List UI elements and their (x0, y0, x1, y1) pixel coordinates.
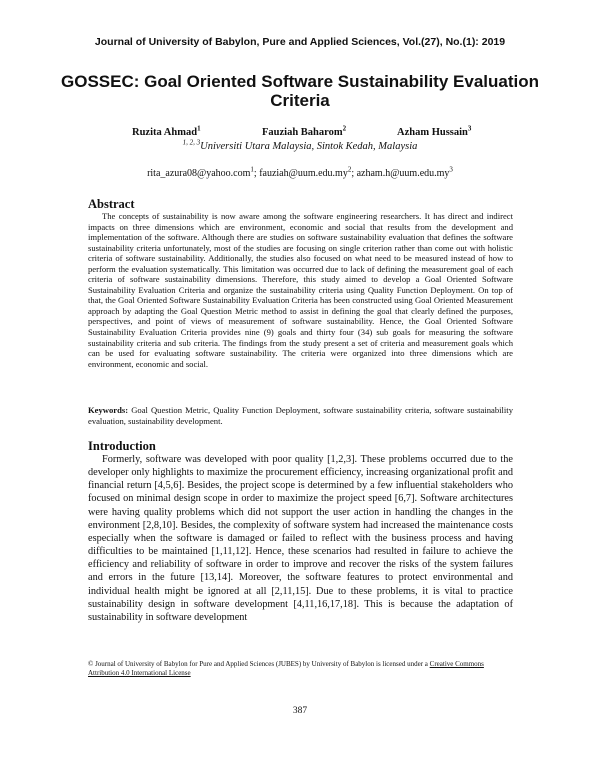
author-3 (397, 124, 472, 138)
page-number: 387 (292, 706, 308, 716)
email-separator: ; (351, 168, 357, 179)
author-1-name: Ruzita Ahmad (132, 127, 198, 138)
author-2 (262, 124, 347, 138)
author-2-name: Fauziah Baharom (262, 127, 343, 138)
affiliation-sup: 1, 2, 3 (182, 138, 201, 147)
author-3-name: Azham Hussain (397, 127, 468, 138)
keywords (88, 405, 513, 426)
author-2-sup: 2 (342, 124, 347, 133)
keywords-label: Keywords: (88, 405, 129, 415)
email-2-sup: 2 (347, 165, 352, 174)
author-1 (132, 124, 201, 138)
abstract-heading: Abstract (88, 197, 135, 211)
introduction-heading: Introduction (88, 439, 156, 453)
license-text: © Journal of University of Babylon for Pure and Applied Sciences (JUBES) by University of Babylon is licensed under a (88, 660, 430, 668)
email-3-sup: 3 (449, 165, 453, 174)
abstract-body (88, 211, 513, 369)
license-notice (88, 660, 513, 678)
introduction-body (88, 453, 513, 624)
paper-title: GOSSEC: Goal Oriented Software Sustainability Evaluation Criteria (61, 72, 539, 110)
email-list (0, 165, 600, 179)
affiliation-text: Universiti Utara Malaysia, Sintok Kedah, Malaysia (200, 141, 418, 152)
email-1[interactable]: rita_azura08@yahoo.com (147, 168, 251, 179)
author-1-sup: 1 (197, 124, 201, 133)
license-link[interactable]: Creative Commons Attribution 4.0 International License (88, 660, 484, 677)
keywords-text: Goal Question Metric, Quality Function Deployment, software sustainability criteria, software sustainability evaluation, sustainability development. (88, 405, 513, 426)
email-separator: ; (253, 168, 260, 179)
abstract-text: The concepts of sustainability is now aware among the software engineering researchers. It has direct and indirect impacts on three dimensions which are environment, economic and social that results from the development and implementation of the software. Although there are studies on software sustainability evaluation that defines the software sustainability criteria unfortunately, most of the studies are focusing on single criterion rather than come out with holistic criteria of software sustainability. Additionally, the studies also focused on what need to be measured instead of how to perform the evaluation systematically. This limitation was occurred due to lack of defining the measurement goal of each criteria of software sustainability dimensions. Therefore, this study aimed to develop a Goal Oriented Software Sustainability Evaluation Criteria and organize the sustainability criteria using Quality Function Deployment. On top of that, the Goal Oriented Software Sustainability Evaluation Criteria has been constructed using Goal Oriented Measurement approach by adapting the Goal Question Metric method to assist in defining the goal that clearly defined the purposes, perspectives, and point of views of measurement of software sustainability. Hence, the Goal Oriented Software Sustainability Evaluation Criteria provides nine (9) goals and thirty four (34) sub goals for measuring the software sustainability criteria and sub criteria. The findings from the study present a set of criteria and measurement goals which can be used for evaluating software sustainability. The criteria were organized into three dimensions which are environment, economic and social. (88, 211, 513, 369)
journal-header: Journal of University of Babylon, Pure and Applied Sciences, Vol.(27), No.(1): 2019 (94, 36, 506, 48)
email-2[interactable]: fauziah@uum.edu.my (259, 168, 348, 179)
author-3-sup: 3 (467, 124, 472, 133)
email-1-sup: 1 (250, 165, 254, 174)
email-3[interactable]: azham.h@uum.edu.my (356, 168, 450, 179)
introduction-text: Formerly, software was developed with poor quality [1,2,3]. These problems occurred due to the developer only highlights to maximize the procurement efficiency, increasing organizational profit and financial return [4,5,6]. Besides, the project scope is determined by a few influential stakeholders who focused on minimal design scope in order to maximize the project speed [6,7]. Software architectures were having quality problems which did not support the user action in handling the changes in the environment [2,8,10]. Besides, the complexity of software system had increased the maintenance costs especially when the software is damaged or failed to reflect with the business process and having difficulties to be maintained [1,11,12]. Hence, these scenarios had resulted in failure to achieve the efficiency and reliability of software in order to improve and recover the risks of the system failures and errors in the future [13,14]. Moreover, the software features to protect environmental and individual health might be ignored at all [2,11,15]. Due to these problems, it is vital to practice sustainability design in software development [4,11,16,17,18]. This is because the adaptation of sustainability in software development (88, 454, 513, 623)
affiliation (0, 138, 600, 152)
